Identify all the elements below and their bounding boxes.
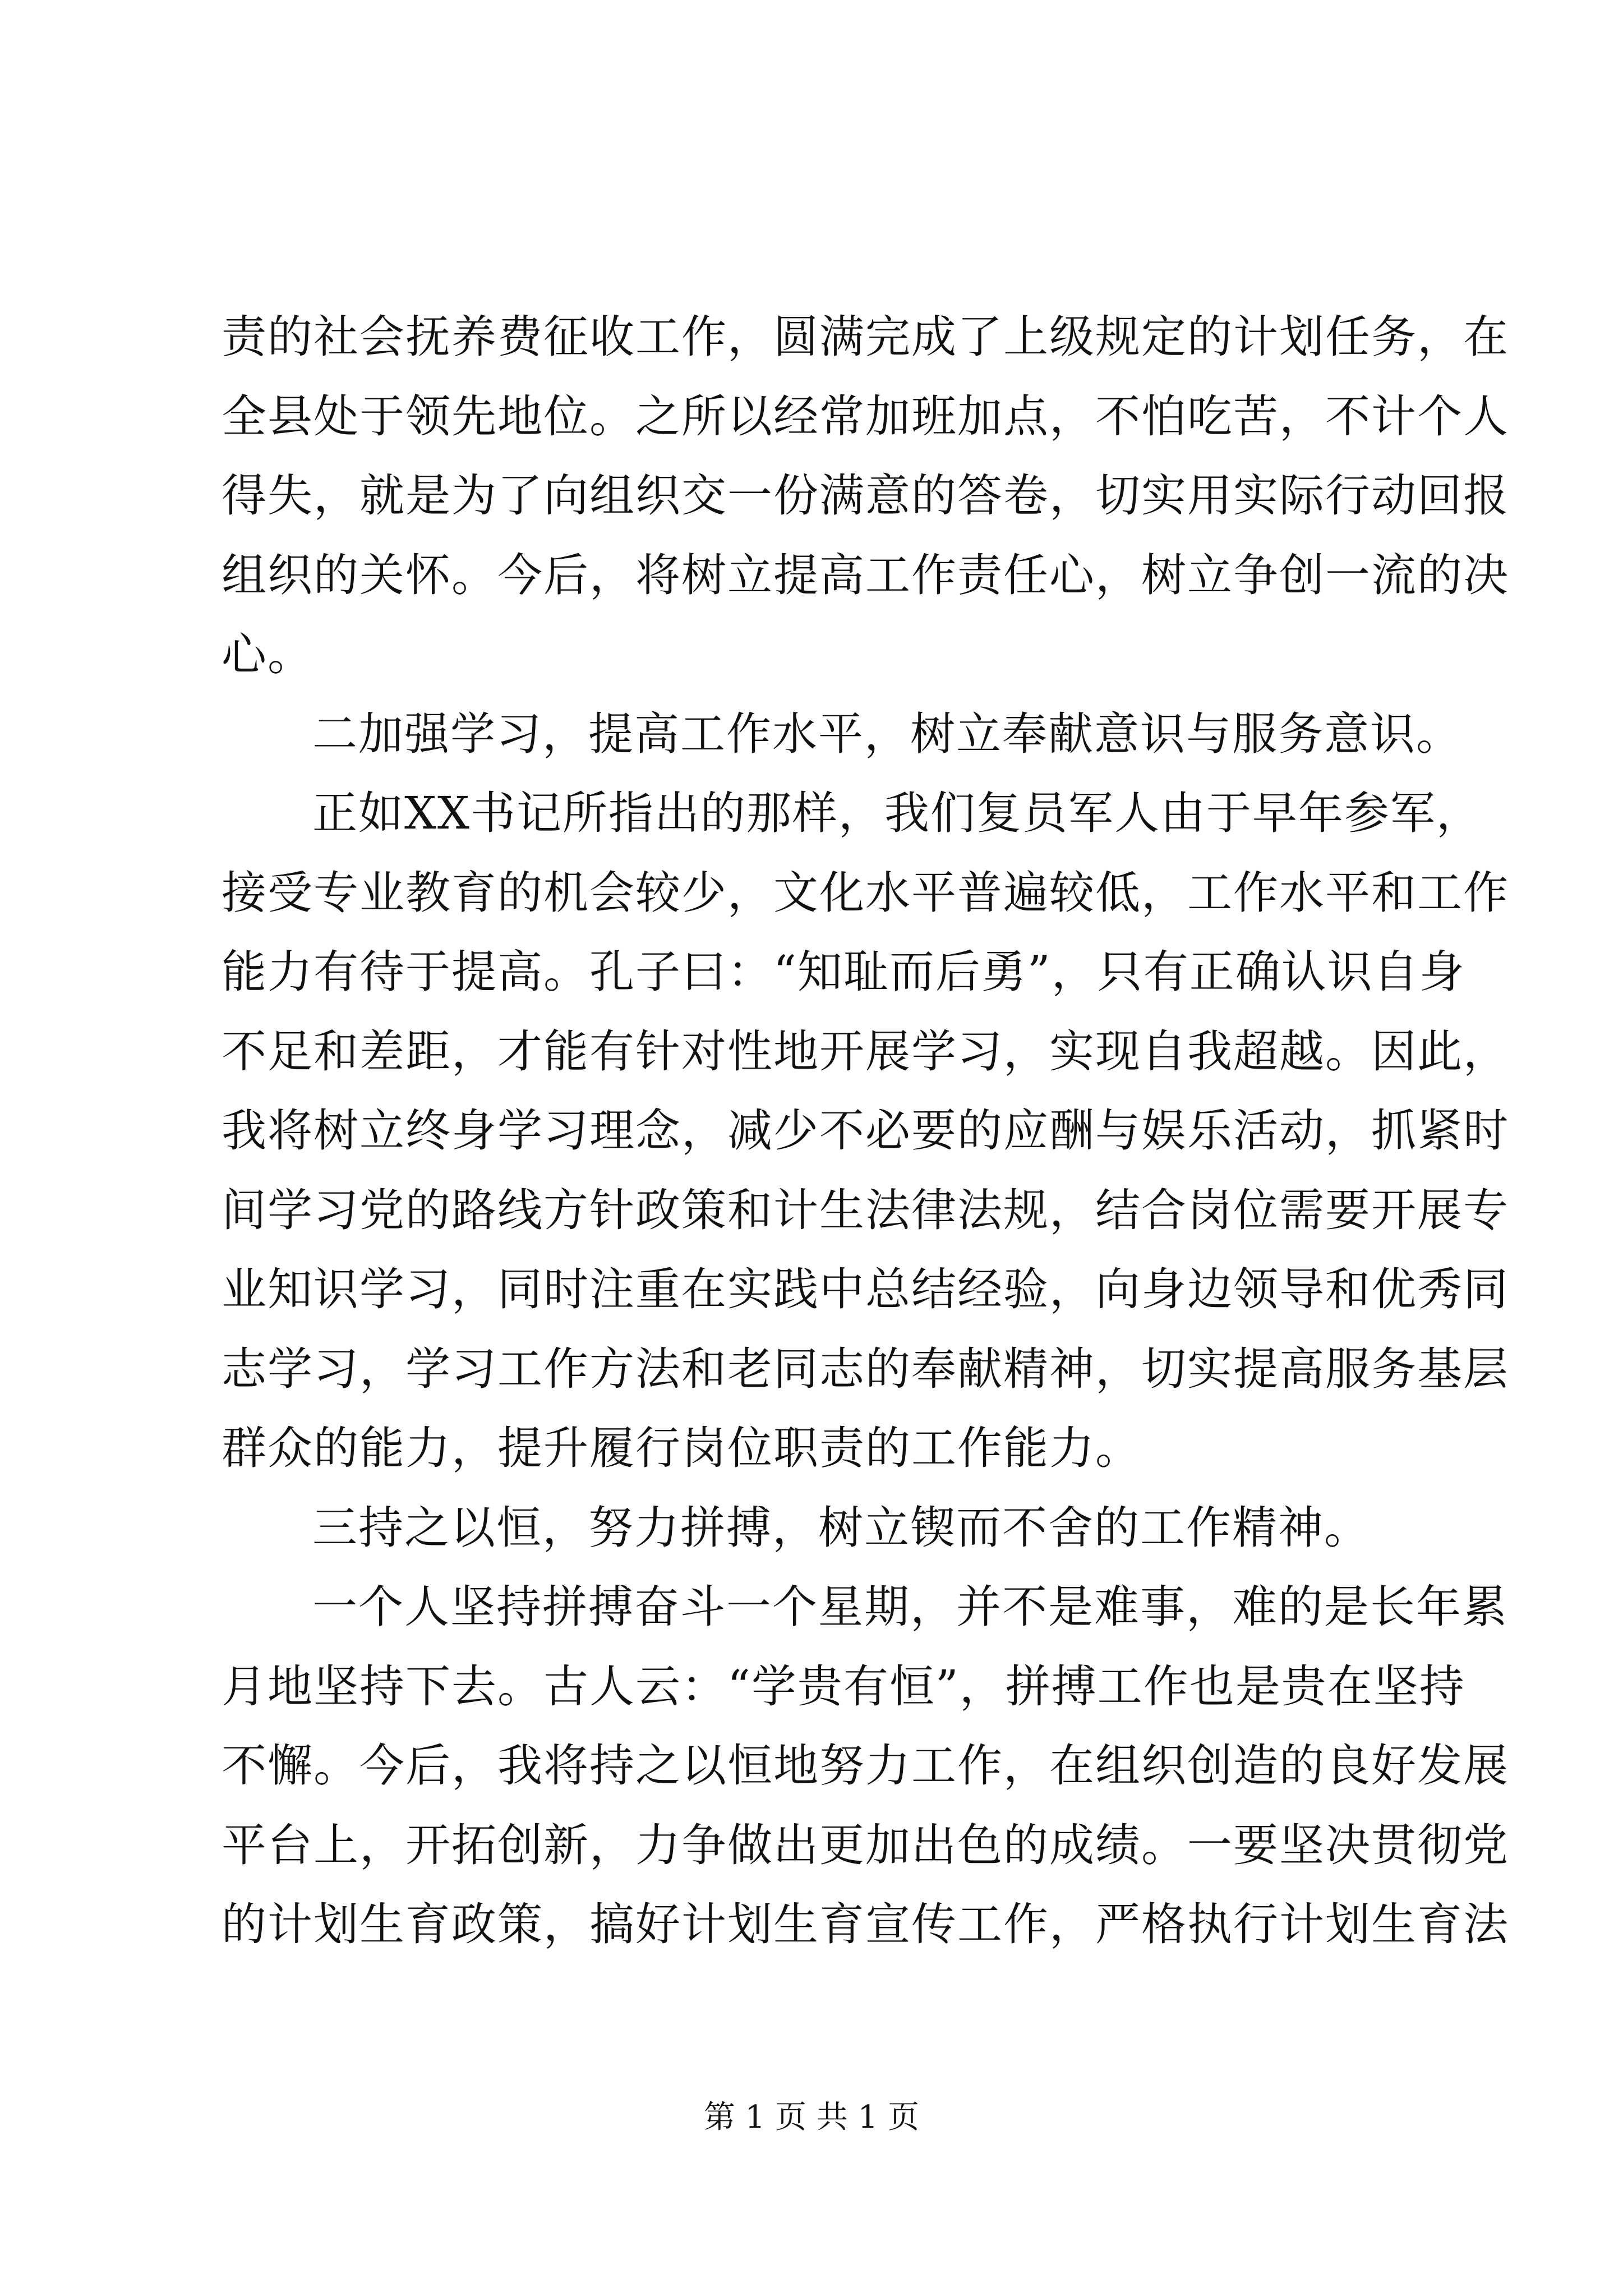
text-line: 责的社会抚养费征收工作，圆满完成了上级规定的计划任务，在 xyxy=(222,311,1509,363)
text-line: 月地坚持下去。古人云：“学贵有恒”，拼搏工作也是贵在坚持 xyxy=(222,1660,1465,1713)
text-line: 得失，就是为了向组织交一份满意的答卷，切实用实际行动回报 xyxy=(222,470,1509,522)
text-line: 业知识学习，同时注重在实践中总结经验，向身边领导和优秀同 xyxy=(222,1263,1509,1315)
text-line: 间学习党的路线方针政策和计生法律法规，结合岗位需要开展专 xyxy=(222,1184,1509,1236)
section-heading: 三持之以恒，努力拼搏，树立锲而不舍的工作精神。 xyxy=(312,1501,1370,1554)
page-footer: 第 1 页 共 1 页 xyxy=(703,2099,920,2136)
text-line: 心。 xyxy=(222,628,313,680)
text-line: 平台上，开拓创新，力争做出更加出色的成绩。一要坚决贯彻党 xyxy=(222,1819,1509,1871)
text-line: 组织的关怀。今后，将树立提高工作责任心，树立争创一流的决 xyxy=(222,549,1509,601)
text-line: 我将树立终身学习理念，减少不必要的应酬与娱乐活动，抓紧时 xyxy=(222,1105,1509,1157)
text-line: 群众的能力，提升履行岗位职责的工作能力。 xyxy=(222,1422,1141,1474)
text-line: 接受专业教育的机会较少，文化水平普遍较低，工作水平和工作 xyxy=(222,866,1509,919)
text-line: 志学习，学习工作方法和老同志的奉献精神，切实提高服务基层 xyxy=(222,1342,1509,1395)
text-line: 全县处于领先地位。之所以经常加班加点，不怕吃苦，不计个人 xyxy=(222,390,1509,443)
text-line: 能力有待于提高。孔子曰：“知耻而后勇”，只有正确认识自身 xyxy=(222,946,1465,998)
body-text xyxy=(222,297,1509,1964)
paragraph-start-line: 正如XX书记所指出的那样，我们复员军人由于早年参军， xyxy=(312,787,1482,839)
paragraph-start-line: 一个人坚持拼搏奋斗一个星期，并不是难事，难的是长年累 xyxy=(312,1581,1508,1633)
section-heading: 二加强学习，提高工作水平，树立奉献意识与服务意识。 xyxy=(312,707,1462,760)
text-line: 不足和差距，才能有针对性地开展学习，实现自我超越。因此， xyxy=(222,1025,1509,1078)
text-line: 不懈。今后，我将持之以恒地努力工作，在组织创造的良好发展 xyxy=(222,1740,1509,1792)
text-line: 的计划生育政策，搞好计划生育宣传工作，严格执行计划生育法 xyxy=(222,1898,1509,1950)
